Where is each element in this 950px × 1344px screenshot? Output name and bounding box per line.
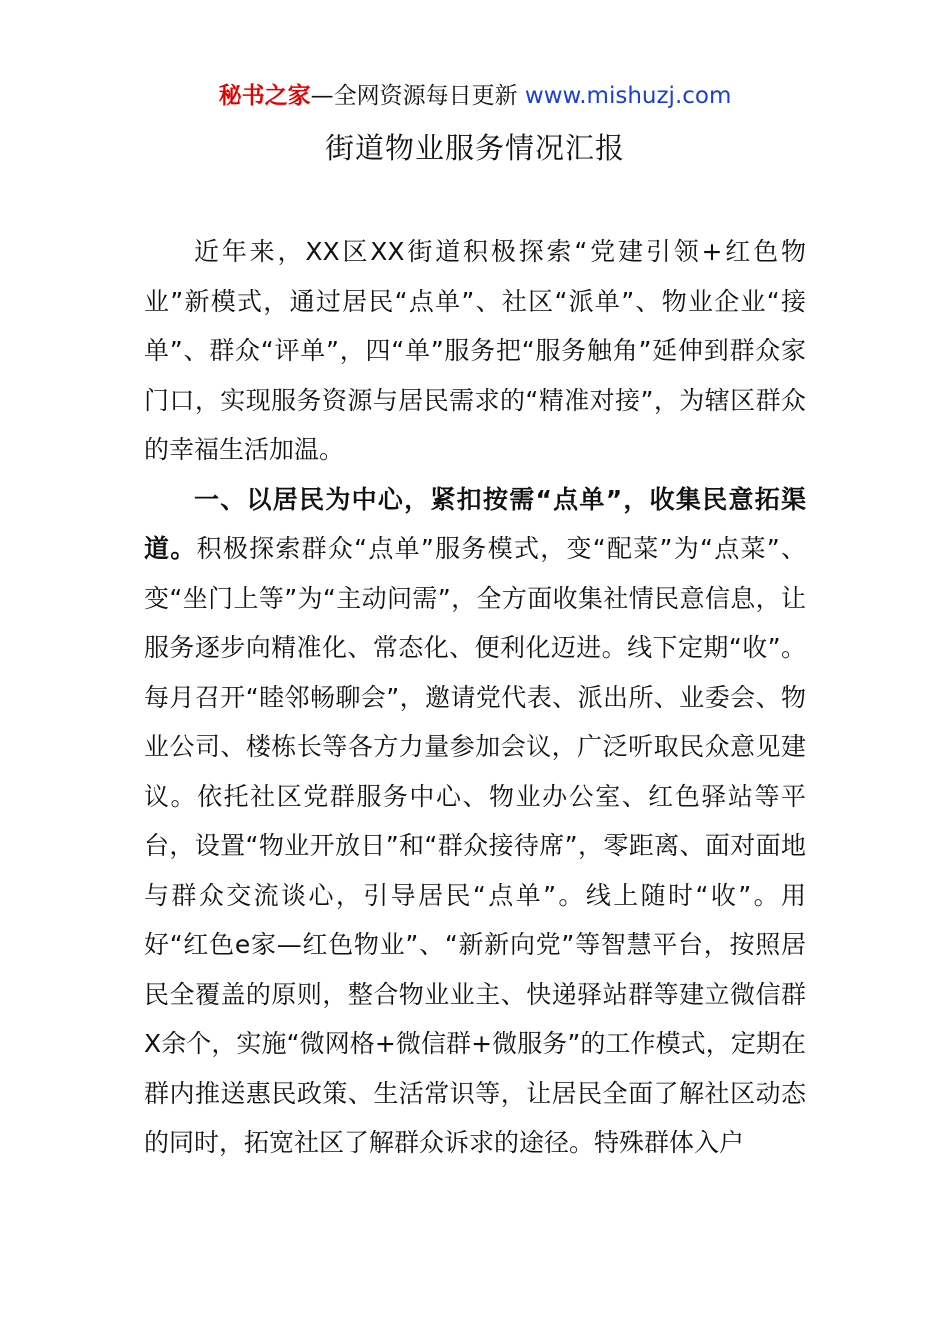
section-one-text: 积极探索群众“点单”服务模式，变“配菜”为“点菜”、变“坐门上等”为“主动问需”，全方面收集社情民意信息，让服务逐步向精准化、常态化、便利化迈进。线下定期“收”。每月召开“睦邻畅聊会”，邀请党代表、派出所、业委会、物业公司、楼栋长等各方力量参加会议，广泛听取民众意见建议。依托社区党群服务中心、物业办公室、红色驿站等平台，设置“物业开放日”和“群众接待席”，零距离、面对面地与群众交流谈心，引导居民“点单”。线上随时“收”。用好“红色e家—红色物业”、“新新向党”等智慧平台，按照居民全覆盖的原则，整合物业业主、快递驿站群等建立微信群X余个，实施“微网格+微信群+微服务”的工作模式，定期在群内推送惠民政策、生活常识等，让居民全面了解社区动态的同时，拓宽社区了解群众诉求的途径。特殊群体入户 <box>144 534 806 1157</box>
site-tagline: —全网资源每日更新 <box>310 83 525 109</box>
site-header <box>0 80 950 112</box>
intro-paragraph <box>144 227 806 475</box>
site-url-link[interactable]: www.mishuzj.com <box>524 83 732 109</box>
document-body <box>144 227 806 1168</box>
intro-paragraph-text: 近年来，XX区XX街道积极探索“党建引领+红色物业”新模式，通过居民“点单”、社区“派单”、物业企业“接单”、群众“评单”，四“单”服务把“服务触角”延伸到群众家门口，实现服务资源与居民需求的“精准对接”，为辖区群众的幸福生活加温。 <box>144 237 806 464</box>
brand-name: 秘书之家 <box>218 83 311 109</box>
document-title: 街道物业服务情况汇报 <box>324 131 625 165</box>
section-one-paragraph <box>144 475 806 1168</box>
section-one-heading: 一、以居民为中心，紧扣按需“点单”，收集民意拓渠道。 <box>144 484 806 563</box>
